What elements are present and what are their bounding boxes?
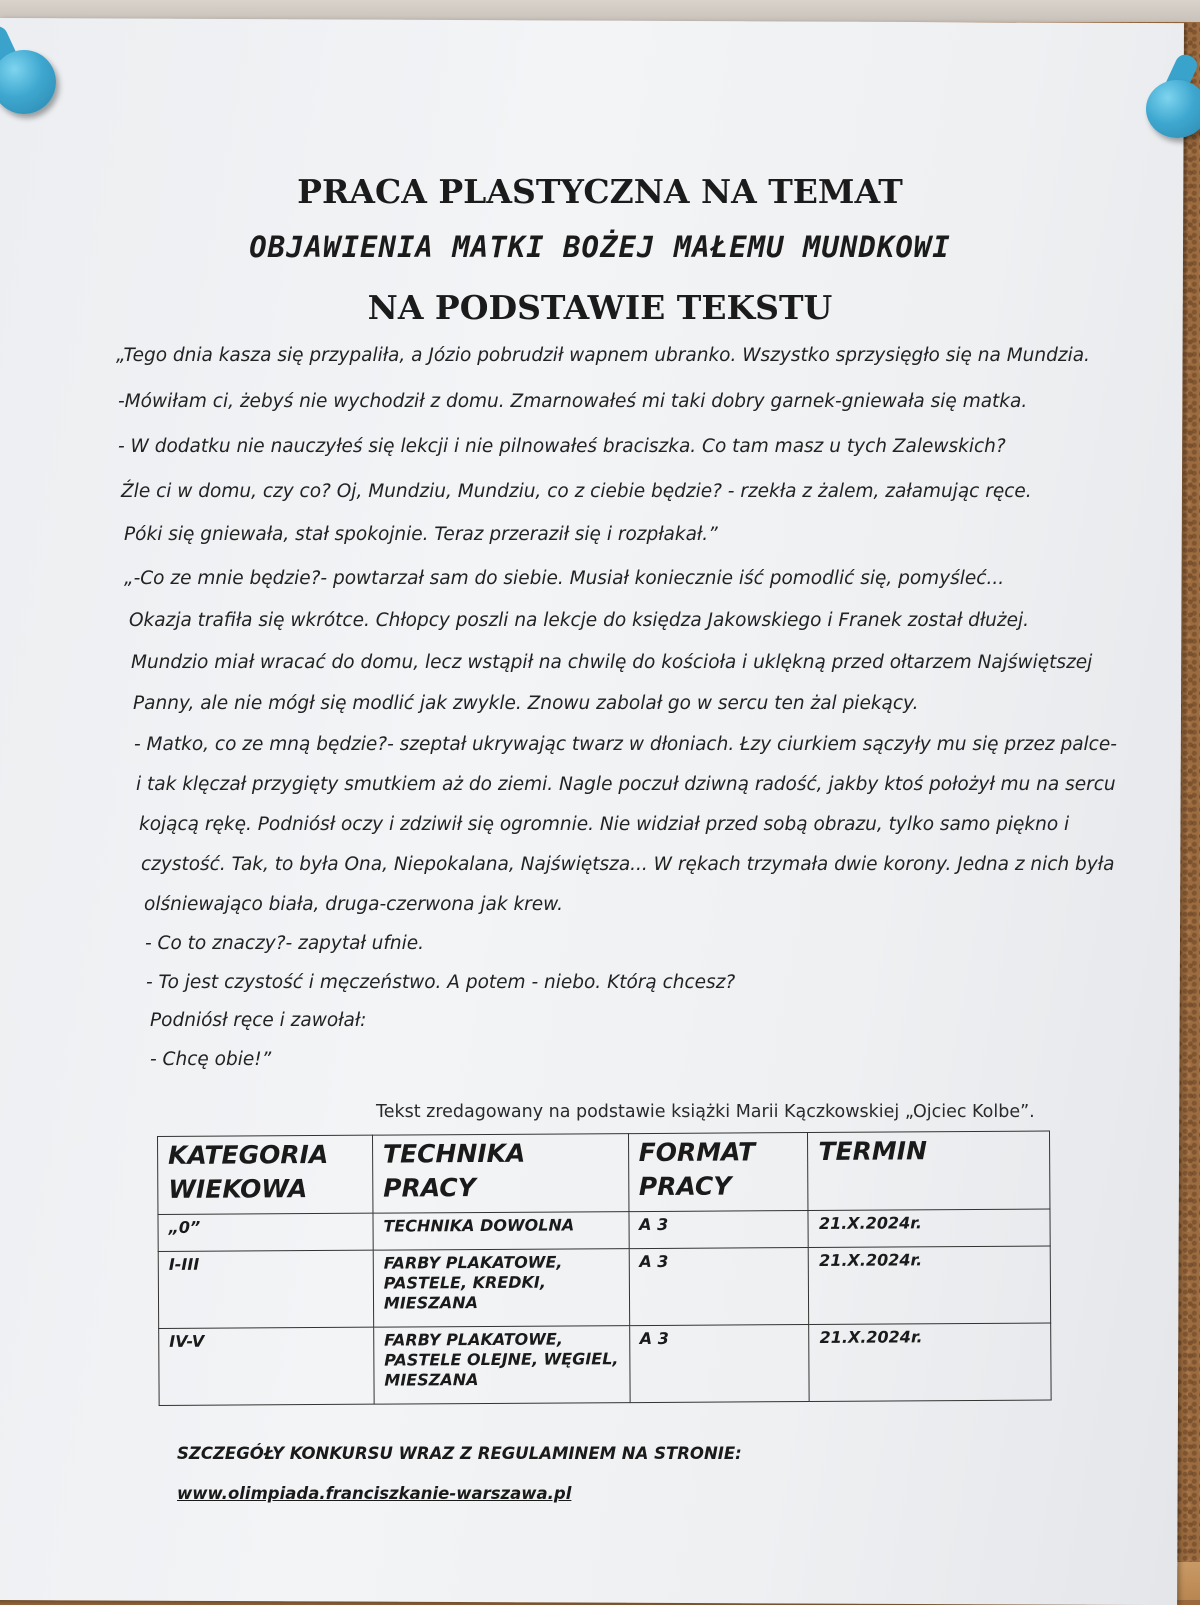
table-row xyxy=(158,1209,1050,1251)
passage-line: Źle ci w domu, czy co? Oj, Mundziu, Mundziu, co z ciebie będzie? - rzekła z żalem, załamując ręce. xyxy=(121,481,1032,502)
passage-line: Okazja trafiła się wkrótce. Chłopcy poszli na lekcje do księdza Jakowskiego i Franek został dłużej. xyxy=(129,610,1029,631)
passage-line: - W dodatku nie nauczyłeś się lekcji i nie pilnowałeś braciszka. Co tam masz u tych Zalewskich? xyxy=(118,436,1006,457)
column-header: TECHNIKA PRACY xyxy=(372,1134,628,1214)
table-cell: 21.X.2024r. xyxy=(808,1209,1050,1247)
heading-line-3: NA PODSTAWIE TEKSTU xyxy=(367,288,833,327)
table-row xyxy=(159,1323,1051,1405)
table-row xyxy=(158,1246,1050,1328)
column-header: FORMAT PRACY xyxy=(628,1133,808,1212)
passage-line: czystość. Tak, to była Ona, Niepokalana, Najświętsza... W rękach trzymała dwie korony. Jedna z nich była xyxy=(141,854,1115,875)
heading-line-2: OBJAWIENIA MATKI BOŻEJ MAŁEMU MUNDKOWI xyxy=(249,230,951,264)
table-cell: 21.X.2024r. xyxy=(809,1323,1051,1401)
passage-line: Póki się gniewała, stał spokojnie. Teraz przeraził się i rozpłakał.” xyxy=(124,524,718,545)
details-note: SZCZEGÓŁY KONKURSU WRAZ Z REGULAMINEM NA STRONIE: xyxy=(177,1444,742,1463)
passage-line: - Co to znaczy?- zapytał ufnie. xyxy=(145,933,424,954)
passage-line: Mundzio miał wracać do domu, lecz wstąpił na chwilę do kościoła i uklękną przed ołtarzem Najświętszej xyxy=(131,652,1093,673)
passage-line: - Matko, co ze mną będzie?- szeptał ukrywając twarz w dłoniach. Łzy ciurkiem sączyły mu się przez palce- xyxy=(134,734,1117,755)
passage-line: - To jest czystość i męczeństwo. A potem - niebo. Którą chcesz? xyxy=(146,972,736,993)
passage-line: „-Co ze mnie będzie?- powtarzał sam do siebie. Musiał koniecznie iść pomodlić się, pomyśleć... xyxy=(124,568,1005,589)
column-header: KATEGORIA WIEKOWA xyxy=(158,1135,373,1214)
passage-line: olśniewająco biała, druga-czerwona jak krew. xyxy=(144,894,563,915)
heading-line-1: PRACA PLASTYCZNA NA TEMAT xyxy=(297,172,903,211)
table-cell: TECHNIKA DOWOLNA xyxy=(373,1212,629,1251)
table-cell: I-III xyxy=(158,1250,373,1328)
passage-line: - Chcę obie!” xyxy=(150,1049,272,1070)
contest-table xyxy=(157,1131,1052,1406)
passage-line: Panny, ale nie mógł się modlić jak zwykle. Znowu zabolał go w sercu ten żal piekący. xyxy=(133,693,919,714)
table-cell: FARBY PLAKATOWE, PASTELE OLEJNE, WĘGIEL, MIESZANA xyxy=(374,1326,630,1405)
passage-line: „Tego dnia kasza się przypaliła, a Józio pobrudził wapnem ubranko. Wszystko sprzysięgło się na Mundzia. xyxy=(116,345,1090,366)
table-cell: „0” xyxy=(158,1213,373,1251)
passage-line: i tak klęczał przygięty smutkiem aż do ziemi. Nagle poczuł dziwną radość, jakby ktoś położył mu na sercu xyxy=(136,774,1116,795)
table-cell: 21.X.2024r. xyxy=(809,1246,1051,1324)
source-note: Tekst zredagowany na podstawie książki Marii Kączkowskiej „Ojciec Kolbe”. xyxy=(376,1102,1035,1122)
table-cell: A 3 xyxy=(629,1211,809,1249)
passage-line: kojącą rękę. Podniósł oczy i zdziwił się ogromnie. Nie widział przed sobą obrazu, tylko samo piękno i xyxy=(139,814,1070,835)
push-pin-icon xyxy=(1146,80,1200,138)
table-cell: A 3 xyxy=(629,1325,809,1403)
table-header-row xyxy=(158,1131,1050,1214)
column-header: TERMIN xyxy=(808,1131,1050,1210)
passage-line: Podniósł ręce i zawołał: xyxy=(150,1010,367,1031)
website-link[interactable]: www.olimpiada.franciszkanie-warszawa.pl xyxy=(177,1484,572,1503)
table-cell: IV-V xyxy=(159,1327,374,1405)
table-cell: A 3 xyxy=(629,1248,809,1326)
table-cell: FARBY PLAKATOWE, PASTELE, KREDKI, MIESZANA xyxy=(373,1249,629,1328)
passage-line: -Mówiłam ci, żebyś nie wychodził z domu. Zmarnowałeś mi taki dobry garnek-gniewała się matka. xyxy=(118,391,1028,412)
